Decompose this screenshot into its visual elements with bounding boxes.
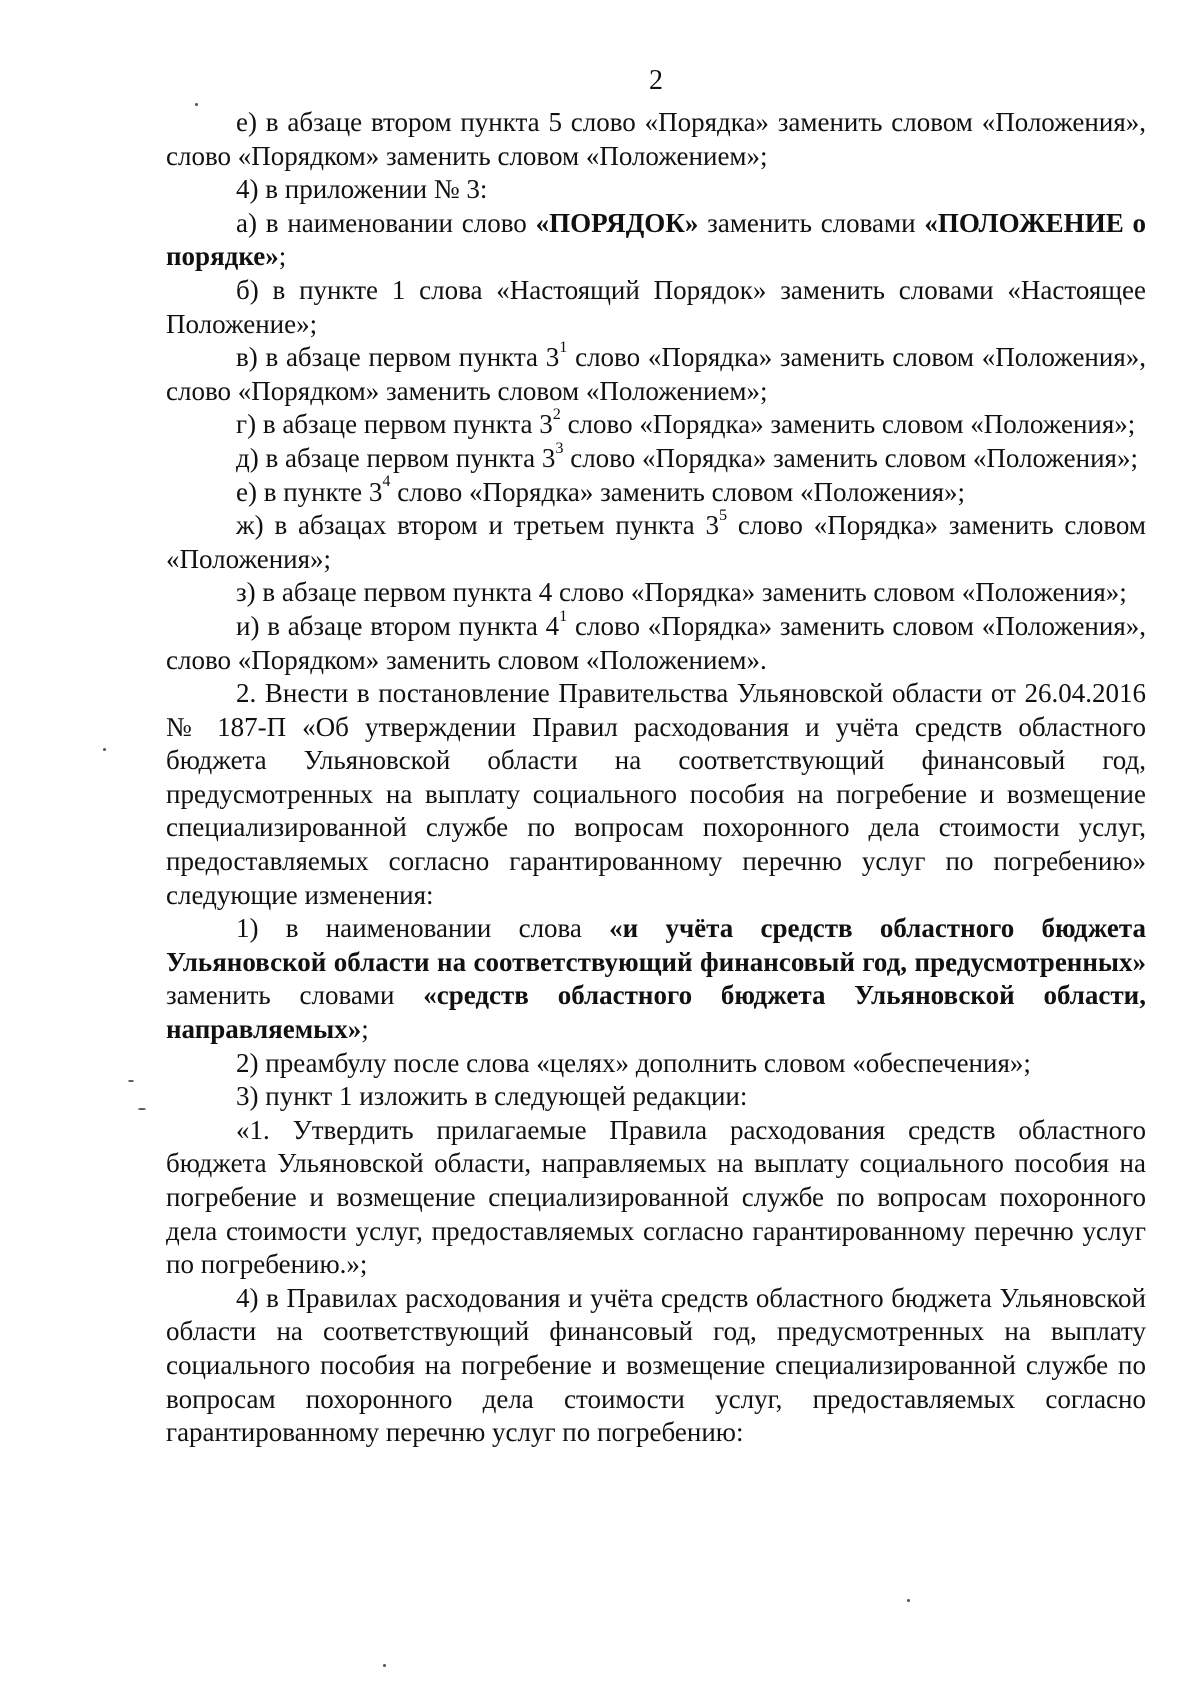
scan-speck <box>138 1108 146 1110</box>
bold-text: «средств областного бюджета Ульяновской области, направляемых» <box>166 980 1146 1045</box>
paragraph-d-item3-3: д) в абзаце первом пункта $3^3$ слово «Порядка» заменить словом «Положения»; <box>236 438 1138 473</box>
paragraph-3-item1: 3) пункт 1 изложить в следующей редакции: <box>236 1081 748 1112</box>
bold-text: «ПОЛОЖЕНИЕ о порядке» <box>166 207 1146 272</box>
paragraph-section-2: 2. Внести в постановление Правительства Ульяновской области от 26.04.2016 № 187-П «Об утверждении Правил расходования и учёта средств областного бюджета Ульяновской области на соответствующий финансовый год, предусмотренных на выплату социального пособия на погребение и возмещение специализированной службе по вопросам похоронного дела стоимости услуг, предоставляемых согласно гарантированному перечню услуг по погребению» следующие изменения: <box>166 678 1146 910</box>
paragraph-4-rules: 4) в Правилах расходования и учёта средств областного бюджета Ульяновской области на соответствующий финансовый год, предусмотренных на выплату социального пособия на погребение и возмещение специализированной службе по вопросам похоронного дела стоимости услуг, предоставляемых согласно гарантированному перечню услуг по погребению: <box>166 1282 1146 1448</box>
paragraph-e-item3-4: е) в пункте $3^4$ слово «Порядка» заменить словом «Положения»; <box>236 472 966 507</box>
paragraph-i-item4-1: и) в абзаце втором пункта $4^1$ слово «Порядка» заменить словом «Положения», слово «Порядком» заменить словом «Положением». <box>166 606 1146 675</box>
document-body <box>166 106 1146 1450</box>
paragraph-b-item1: б) в пункте 1 слова «Настоящий Порядок» заменить словами «Настоящее Положение»; <box>166 274 1146 339</box>
bold-text: «ПОРЯДОК» <box>535 207 699 238</box>
scan-speck <box>383 1664 386 1667</box>
page-number: 2 <box>649 65 663 96</box>
paragraph-zh-item3-5: ж) в абзацах втором и третьем пункта $3^5$ слово «Порядка» заменить словом «Положения»; <box>166 506 1146 574</box>
paragraph-1-title: 1) в наименовании слова «и учёта средств областного бюджета Ульяновской области на соответствующий финансовый год, предусмотренных» заменить словами «средств областного бюджета Ульяновской области, направляемых»; <box>166 913 1146 1045</box>
bold-text: «и учёта средств областного бюджета Ульяновской области на соответствующий финансовый год, предусмотренных» <box>166 913 1146 977</box>
scan-speck <box>103 748 106 751</box>
paragraph-z-item4: з) в абзаце первом пункта 4 слово «Порядка» заменить словом «Положения»; <box>236 577 1127 608</box>
scan-speck <box>195 103 198 106</box>
scan-speck <box>907 1599 910 1602</box>
paragraph-a-title: а) в наименовании слово «ПОРЯДОК» заменить словами «ПОЛОЖЕНИЕ о порядке»; <box>166 207 1146 272</box>
paragraph-appendix-3: 4) в приложении № 3: <box>236 174 488 205</box>
paragraph-e-item5: е) в абзаце втором пункта 5 слово «Порядка» заменить словом «Положения», слово «Порядком» заменить словом «Положением»; <box>166 107 1146 171</box>
paragraph-g-item3-2: г) в абзаце первом пункта $3^2$ слово «Порядка» заменить словом «Положения»; <box>236 405 1136 440</box>
paragraph-quoted-item1: «1. Утвердить прилагаемые Правила расходования средств областного бюджета Ульяновской области, направляемых на выплату социального пособия на погребение и возмещение специализированной службе по вопросам похоронного дела стоимости услуг, предоставляемых согласно гарантированному перечню услуг по погребению.»; <box>166 1114 1146 1280</box>
scan-speck <box>128 1080 134 1082</box>
paragraph-2-preamble: 2) преамбулу после слова «целях» дополнить словом «обеспечения»; <box>236 1047 1031 1078</box>
paragraph-v-item3-1: в) в абзаце первом пункта $3^1$ слово «Порядка» заменить словом «Положения», слово «Порядком» заменить словом «Положением»; <box>166 338 1146 406</box>
